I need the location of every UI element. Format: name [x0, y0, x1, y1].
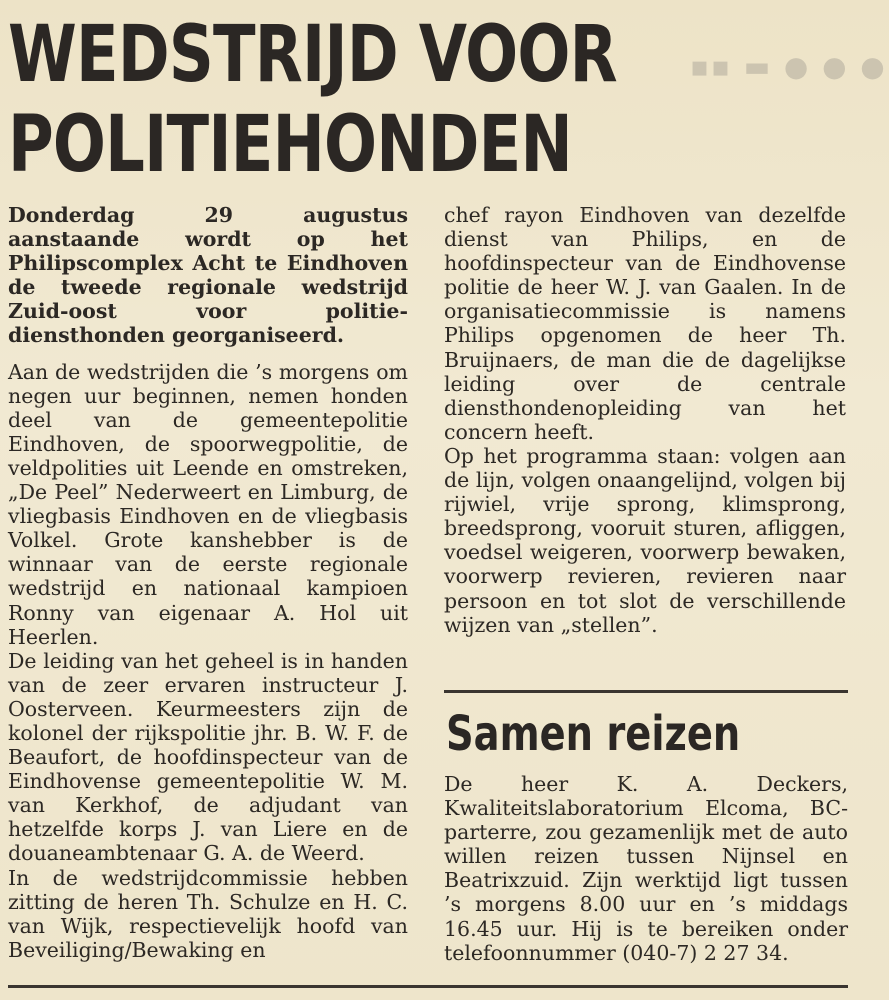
article-column-right	[444, 203, 846, 637]
section-divider	[444, 690, 848, 693]
bottom-divider	[8, 985, 848, 988]
article-paragraph: chef rayon Eindhoven van dezelfde dienst van Philips, en de hoofdinspecteur van de Eindhovense politie de heer W. J. van Gaalen. In de organisatiecommissie is namens Philips opgenomen de heer Th. Bruijnaers, de man die de dagelijkse leiding over de centrale diensthondenopleiding van het concern heeft.	[444, 203, 846, 444]
notice-body: De heer K. A. Deckers, Kwaliteitslaboratorium Elcoma, BC-parterre, zou gezamenlijk met de auto willen reizen tussen Nijnsel en Beatrixzuid. Zijn werktijd ligt tussen ’s morgens 8.00 uur en ’s middags 16.45 uur. Hij is te bereiken onder telefoonnummer (040-7) 2 27 34.	[444, 772, 848, 965]
faded-bleed-through-mark: ▪▪ ▬ ● ● ●	[690, 50, 887, 83]
article-paragraph: In de wedstrijdcommissie hebben zitting de heren Th. Schulze en H. C. van Wijk, respectievelijk hoofd van Beveiliging/Bewaking en	[8, 865, 408, 962]
notice-title: Samen reizen	[446, 706, 741, 762]
article-paragraph: Op het programma staan: volgen aan de lijn, volgen onaangelijnd, volgen bij rijwiel, vrije sprong, klimsprong, breedsprong, vooruit sturen, afliggen, voedsel weigeren, voorwerp bewaken, voorwerp revieren, revieren naar persoon en tot slot de verschillende wijzen van „stellen”.	[444, 443, 846, 637]
notice-column	[444, 772, 848, 965]
article-column-left	[8, 203, 408, 962]
article-lead: Donderdag 29 augustus aanstaande wordt op het Philipscomplex Acht te Eindhoven de tweede regionale wedstrijd Zuid-oost voor politie-diensthonden georganiseerd.	[8, 203, 408, 348]
article-paragraph: De leiding van het geheel is in handen van de zeer ervaren instructeur J. Oosterveen. Keurmeesters zijn de kolonel der rijkspolitie jhr. B. W. F. de Beaufort, de hoofdinspecteur van de Eindhovense gemeentepolitie W. M. van Kerkhof, de adjudant van hetzelfde korps J. van Liere en de douaneambtenaar G. A. de Weerd.	[8, 648, 408, 866]
headline-line-2: POLITIEHONDEN	[8, 100, 572, 190]
article-paragraph: Aan de wedstrijden die ’s morgens om negen uur beginnen, nemen honden deel van de gemeentepolitie Eindhoven, de spoorwegpolitie, de veldpolities uit Leende en omstreken, „De Peel” Nederweert en Limburg, de vliegbasis Eindhoven en de vliegbasis Volkel. Grote kanshebber is de winnaar van de eerste regionale wedstrijd en nationaal kampioen Ronny van eigenaar A. Hol uit Heerlen.	[8, 359, 408, 649]
headline-line-1: WEDSTRIJD VOOR	[8, 10, 617, 100]
